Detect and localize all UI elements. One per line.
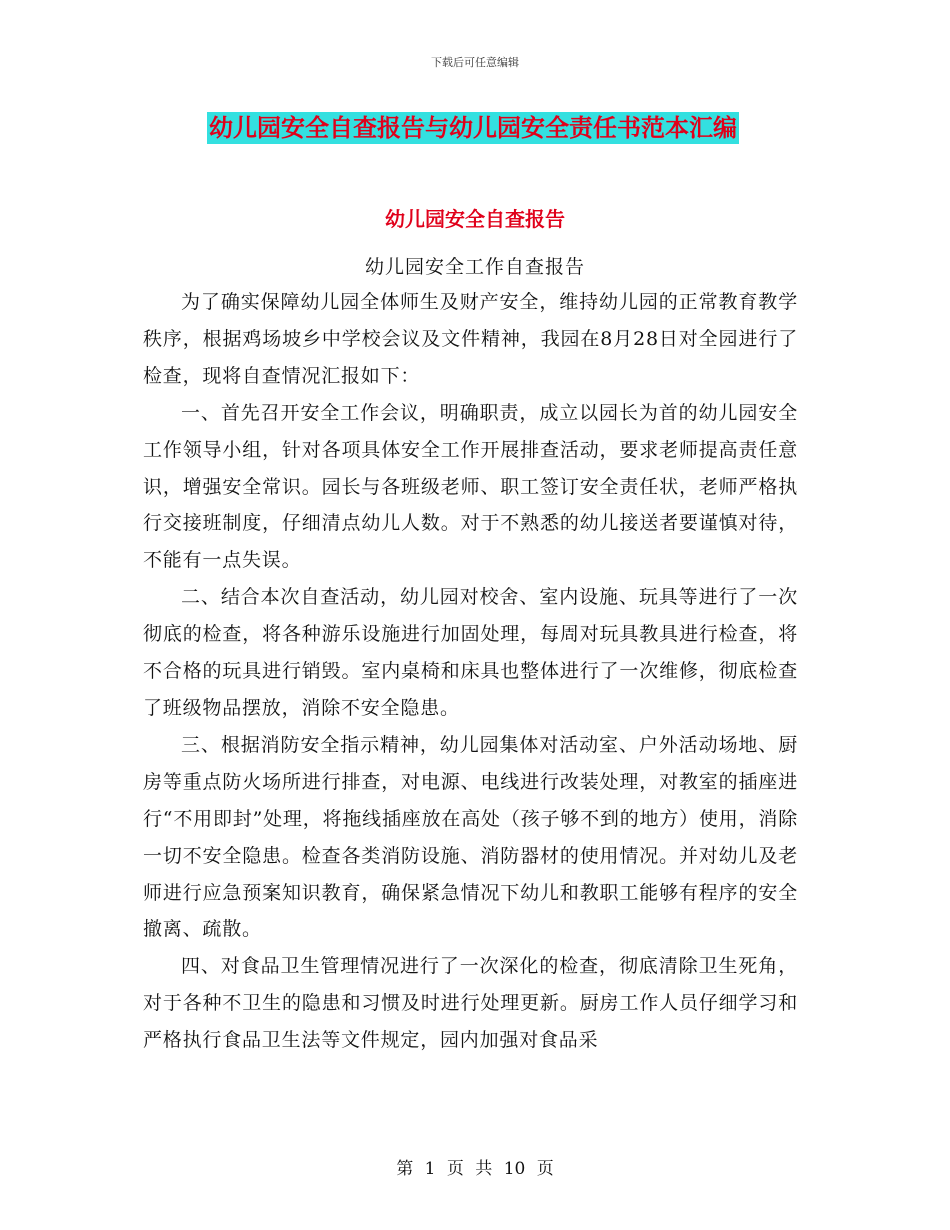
page-number-footer: 第 1 页 共 10 页 — [396, 1159, 554, 1179]
paragraph-item-4: 四、对食品卫生管理情况进行了一次深化的检查，彻底清除卫生死角，对于各种不卫生的隐患和习惯及时进行处理更新。厨房工作人员仔细学习和严格执行食品卫生法等文件规定，园内加强对食品采 — [143, 955, 798, 1052]
report-body — [143, 284, 798, 1059]
paragraph-item-2: 二、结合本次自查活动，幼儿园对校舍、室内设施、玩具等进行了一次彻底的检查，将各种游乐设施进行加固处理，每周对玩具教具进行检查，将不合格的玩具进行销毁。室内桌椅和床具也整体进行了一次维修，彻底检查了班级物品摆放，消除不安全隐患。 — [143, 586, 798, 719]
document-main-title: 幼儿园安全自查报告与幼儿园安全责任书范本汇编 — [209, 114, 737, 142]
paragraph-intro: 为了确实保障幼儿园全体师生及财产安全，维持幼儿园的正常教育教学秩序，根据鸡场坡乡中学校会议及文件精神，我园在8月28日对全园进行了检查，现将自查情况汇报如下： — [143, 291, 798, 387]
section-title: 幼儿园安全自查报告 — [385, 207, 565, 231]
header-note: 下载后可任意编辑 — [431, 56, 519, 69]
paragraph-item-3: 三、根据消防安全指示精神，幼儿园集体对活动室、户外活动场地、厨房等重点防火场所进行排查，对电源、电线进行改装处理，对教室的插座进行“不用即封”处理，将拖线插座放在高处（孩子够不到的地方）使用，消除一切不安全隐患。检查各类消防设施、消防器材的使用情况。并对幼儿及老师进行应急预案知识教育，确保紧急情况下幼儿和教职工能够有程序的安全撤离、疏散。 — [143, 733, 798, 941]
paragraph-item-1: 一、首先召开安全工作会议，明确职责，成立以园长为首的幼儿园安全工作领导小组，针对各项具体安全工作开展排查活动，要求老师提高责任意识，增强安全常识。园长与各班级老师、职工签订安全责任状，老师严格执行交接班制度，仔细清点幼儿人数。对于不熟悉的幼儿接送者要谨慎对待，不能有一点失误。 — [143, 401, 798, 572]
report-subtitle: 幼儿园安全工作自查报告 — [364, 256, 585, 278]
